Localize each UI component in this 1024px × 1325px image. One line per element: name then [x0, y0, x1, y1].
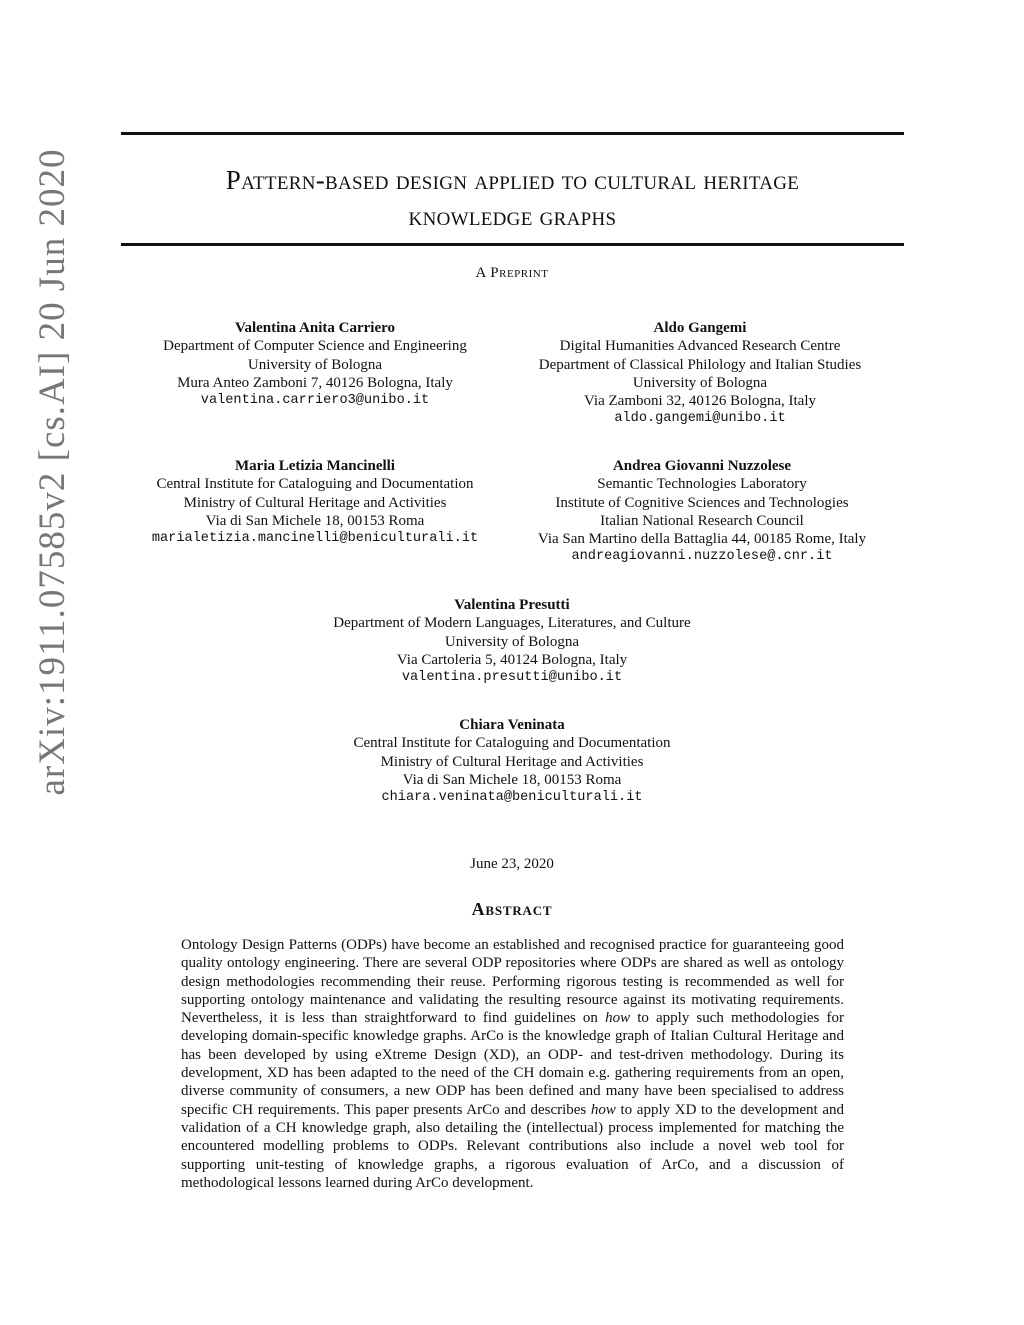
- top-rule: [121, 132, 904, 135]
- author-name: Andrea Giovanni Nuzzolese: [612, 458, 792, 474]
- author-affiliation: Digital Humanities Advanced Research Centre: [559, 338, 841, 355]
- author-name: Chiara Veninata: [459, 717, 565, 733]
- author-affiliation: Central Institute for Cataloguing and Documentation: [156, 476, 474, 493]
- author-affiliation: Department of Classical Philology and Italian Studies: [538, 356, 862, 373]
- author-name: Aldo Gangemi: [653, 320, 747, 336]
- author-address: Via San Martino della Battaglia 44, 00185 Rome, Italy: [537, 531, 867, 548]
- author-address: Via Zamboni 32, 40126 Bologna, Italy: [584, 393, 816, 410]
- author-address: Via di San Michele 18, 00153 Roma: [205, 512, 425, 529]
- preprint-label: A Preprint: [475, 265, 549, 281]
- author-affiliation: Ministry of Cultural Heritage and Activities: [183, 494, 447, 511]
- author-block: [504, 319, 896, 429]
- author-block: [212, 716, 812, 807]
- author-affiliation: Department of Computer Science and Engineering: [163, 338, 467, 355]
- abstract-body: [181, 936, 844, 1192]
- title-line-1: Pattern-based design applied to cultural heritage: [225, 165, 800, 195]
- author-name: Valentina Anita Carriero: [235, 320, 395, 336]
- publication-date: June 23, 2020: [470, 856, 554, 872]
- author-affiliation: Central Institute for Cataloguing and Documentation: [353, 735, 671, 752]
- author-email[interactable]: aldo.gangemi@unibo.it: [614, 411, 786, 427]
- author-address: Mura Anteo Zamboni 7, 40126 Bologna, Italy: [177, 374, 453, 391]
- title-line-2: knowledge graphs: [408, 201, 617, 231]
- abstract-text: Ontology Design Patterns (ODPs) have become an established and recognised practice for guaranteeing good quality ontology engineering. There are several ODP repositories where ODPs are shared as well as ontology design methodologies recommending their reuse. Performing rigorous testing is recommended as well for supporting ontology maintenance and validating the resulting resource against its motivating requirements. Nevertheless, it is less than straightforward to find guidelines on: [181, 937, 844, 1027]
- paper-title: [121, 162, 904, 234]
- author-affiliation: Department of Modern Languages, Literatures, and Culture: [333, 615, 691, 632]
- abstract-emphasis: how: [605, 1010, 631, 1027]
- arxiv-stamp: arXiv:1911.07585v2 [cs.AI] 20 Jun 2020: [31, 148, 73, 796]
- author-name: Valentina Presutti: [454, 597, 570, 613]
- author-block: [121, 319, 509, 410]
- author-affiliation: Italian National Research Council: [600, 512, 804, 529]
- abstract-emphasis: how: [590, 1101, 616, 1118]
- author-block: [121, 457, 509, 548]
- author-block: [504, 457, 900, 567]
- author-email[interactable]: chiara.veninata@beniculturali.it: [381, 790, 643, 806]
- author-address: Via di San Michele 18, 00153 Roma: [402, 771, 622, 788]
- author-affiliation: University of Bologna: [444, 633, 580, 650]
- bottom-rule: [121, 243, 904, 246]
- author-affiliation: Institute of Cognitive Sciences and Technologies: [555, 494, 849, 511]
- author-email[interactable]: andreagiovanni.nuzzolese@.cnr.it: [571, 549, 833, 565]
- author-block: [212, 596, 812, 687]
- abstract-heading: Abstract: [471, 899, 553, 919]
- author-name: Maria Letizia Mancinelli: [235, 458, 395, 474]
- author-address: Via Cartoleria 5, 40124 Bologna, Italy: [396, 651, 628, 668]
- author-email[interactable]: marialetizia.mancinelli@beniculturali.it: [151, 531, 479, 547]
- author-affiliation: University of Bologna: [247, 356, 383, 373]
- author-email[interactable]: valentina.carriero3@unibo.it: [200, 393, 430, 409]
- author-affiliation: University of Bologna: [632, 374, 768, 391]
- abstract-text: to apply such methodologies for developing domain-specific knowledge graphs. ArCo is the knowledge graph of Italian Cultural Heritage and has been developed by using eXtreme Design (XD), an ODP- and test-driven methodology. During its development, XD has been adapted to the need of the CH domain e.g. gathering requirements from an open, diverse community of consumers, a new ODP has been defined and many have been specialised to address specific CH requirements. This paper presents ArCo and describes: [181, 1010, 844, 1118]
- author-email[interactable]: valentina.presutti@unibo.it: [401, 670, 623, 686]
- author-affiliation: Ministry of Cultural Heritage and Activities: [380, 753, 644, 770]
- abstract-text: to apply XD to the development and validation of a CH knowledge graph, also detailing the (intellectual) process implemented for matching the encountered modelling problems to ODPs. Relevant contributions also include a novel web tool for supporting unit-testing of knowledge graphs, a rigorous evaluation of ArCo, and a discussion of methodological lessons learned during ArCo development.: [181, 1101, 844, 1191]
- author-affiliation: Semantic Technologies Laboratory: [597, 476, 807, 493]
